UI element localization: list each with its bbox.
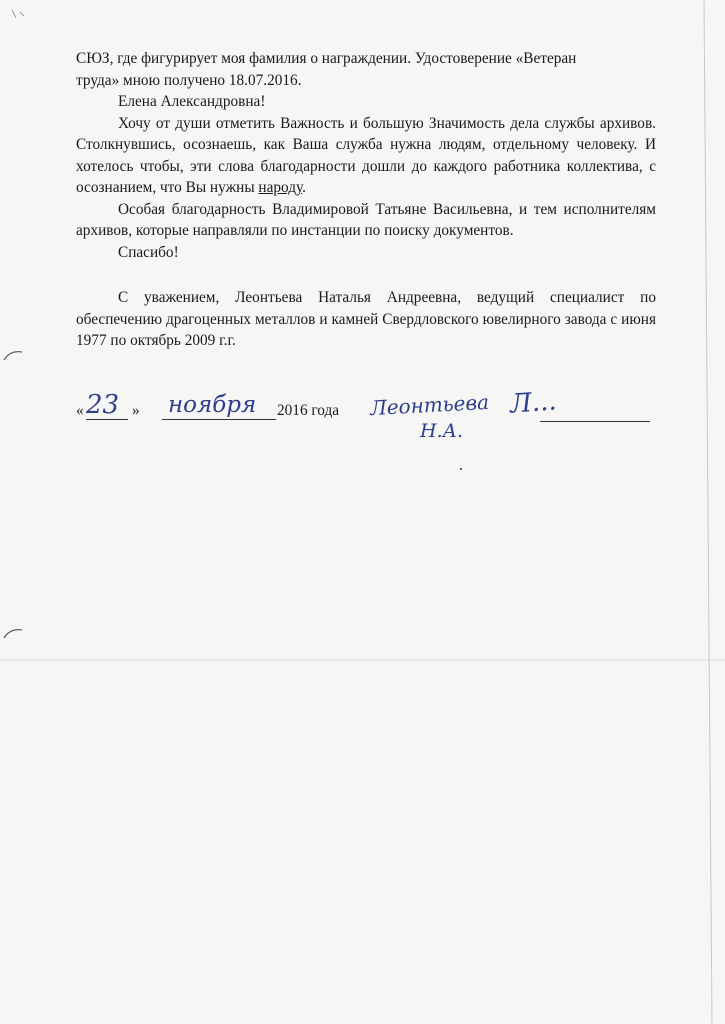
punch-hole-mark-upper xyxy=(4,352,22,360)
date-open-quote: « xyxy=(76,402,84,419)
handwritten-surname: Леонтьева xyxy=(369,389,490,421)
salutation: Елена Александровна! xyxy=(118,93,266,110)
ink-dot xyxy=(460,468,462,470)
handwritten-signature: Л... xyxy=(509,386,558,420)
paragraph-gratitude-end: . xyxy=(302,179,306,196)
date-month-handwritten: ноября xyxy=(168,392,257,418)
punch-hole-mark-lower xyxy=(4,630,22,638)
paragraph-award-line1: СЮЗ, где фигурирует моя фамилия о награждении. Удостоверение «Ветеран xyxy=(76,50,577,67)
thanks-line: Спасибо! xyxy=(118,243,179,261)
paragraph-gratitude-text: Хочу от души отметить Важность и большую Значимость дела службы архивов. Столкнувшись, осознаешь, как Ваша служба нужна людям, отдельному человеку. И хотелось чтобы, эти слова благодарности дошли до каждого работника коллектива, с осознанием, что Вы нужны xyxy=(76,114,656,196)
closing-paragraph: С уважением, Леонтьева Наталья Андреевна, ведущий специалист по обеспечению драгоценных металлов и камней Свердловского ювелирного завода с июня 1977 по октябрь 2009 г.г. xyxy=(76,289,656,349)
paragraph-award-line2: труда» мною получено 18.07.2016. xyxy=(76,71,302,89)
date-close-quote: » xyxy=(132,402,140,419)
paragraph-special-thanks: Особая благодарность Владимировой Татьяне Васильевна, и тем исполнителям архивов, которые направляли по инстанции по поиску документов. xyxy=(76,200,656,239)
underlined-word: народу xyxy=(258,179,303,196)
handwritten-initials: Н.А. xyxy=(420,420,464,442)
date-year-text: 2016 года xyxy=(277,402,340,419)
page-edge-shadow xyxy=(704,0,712,1024)
corner-marks xyxy=(12,10,24,18)
date-day-handwritten: 23 xyxy=(86,390,120,420)
